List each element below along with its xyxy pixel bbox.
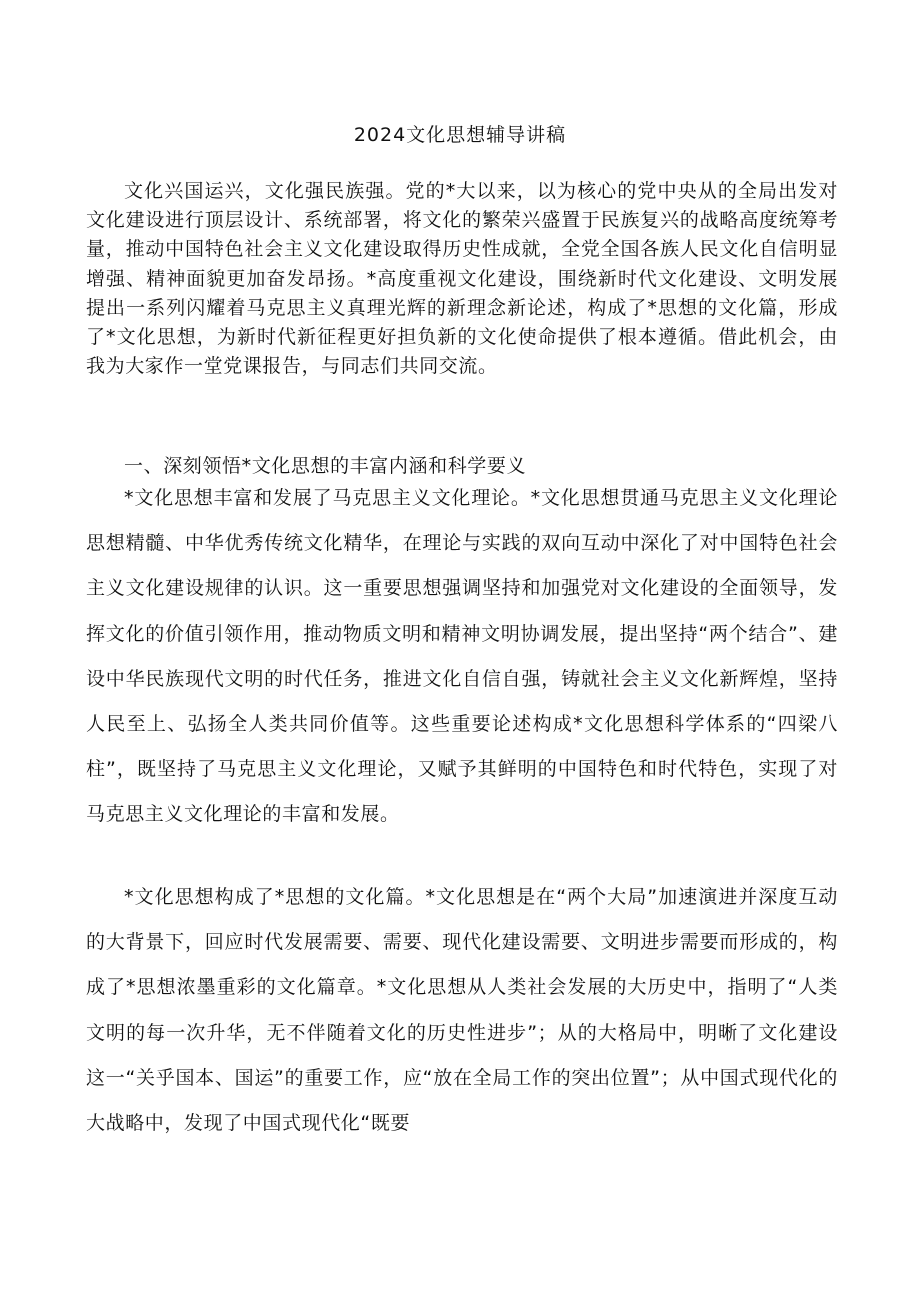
body-paragraph-1: *文化思想丰富和发展了马克思主义文化理论。*文化思想贯通马克思主义文化理论思想精髓、中华优秀传统文化精华，在理论与实践的双向互动中深化了对中国特色社会主义文化建设规律的认识。这一重要思想强调坚持和加强党对文化建设的全面领导，发挥文化的价值引领作用，推动物质文明和精神文明协调发展，提出坚持“两个结合”、建设中华民族现代文明的时代任务，推进文化自信自强，铸就社会主义文化新辉煌，坚持人民至上、弘扬全人类共同价值等。这些重要论述构成*文化思想科学体系的“四梁八柱”，既坚持了马克思主义文化理论，又赋予其鲜明的中国特色和时代特色，实现了对马克思主义文化理论的丰富和发展。 xyxy=(86,487,838,826)
section-heading-1: 一、深刻领悟*文化思想的丰富内涵和科学要义 xyxy=(124,455,527,477)
body-paragraph-2: *文化思想构成了*思想的文化篇。*文化思想是在“两个大局”加速演进并深度互动的大背景下，回应时代发展需要、需要、现代化建设需要、文明进步需要而形成的，构成了*思想浓墨重彩的文化篇章。*文化思想从人类社会发展的大历史中，指明了“人类文明的每一次升华，无不伴随着文化的历史性进步”；从的大格局中，明晰了文化建设这一“关乎国本、国运”的重要工作，应“放在全局工作的突出位置”；从中国式现代化的大战略中，发现了中国式现代化“既要 xyxy=(86,886,838,1135)
intro-paragraph: 文化兴国运兴，文化强民族强。党的*大以来，以为核心的党中央从的全局出发对文化建设进行顶层设计、系统部署，将文化的繁荣兴盛置于民族复兴的战略高度统筹考量，推动中国特色社会主义文化建设取得历史性成就，全党全国各族人民文化自信明显增强、精神面貌更加奋发昂扬。*高度重视文化建设，围绕新时代文化建设、文明发展提出一系列闪耀着马克思主义真理光辉的新理念新论述，构成了*思想的文化篇，形成了*文化思想，为新时代新征程更好担负新的文化使命提供了根本遵循。借此机会，由我为大家作一堂党课报告，与同志们共同交流。 xyxy=(86,180,838,378)
document-title: 2024文化思想辅导讲稿 xyxy=(353,124,567,146)
